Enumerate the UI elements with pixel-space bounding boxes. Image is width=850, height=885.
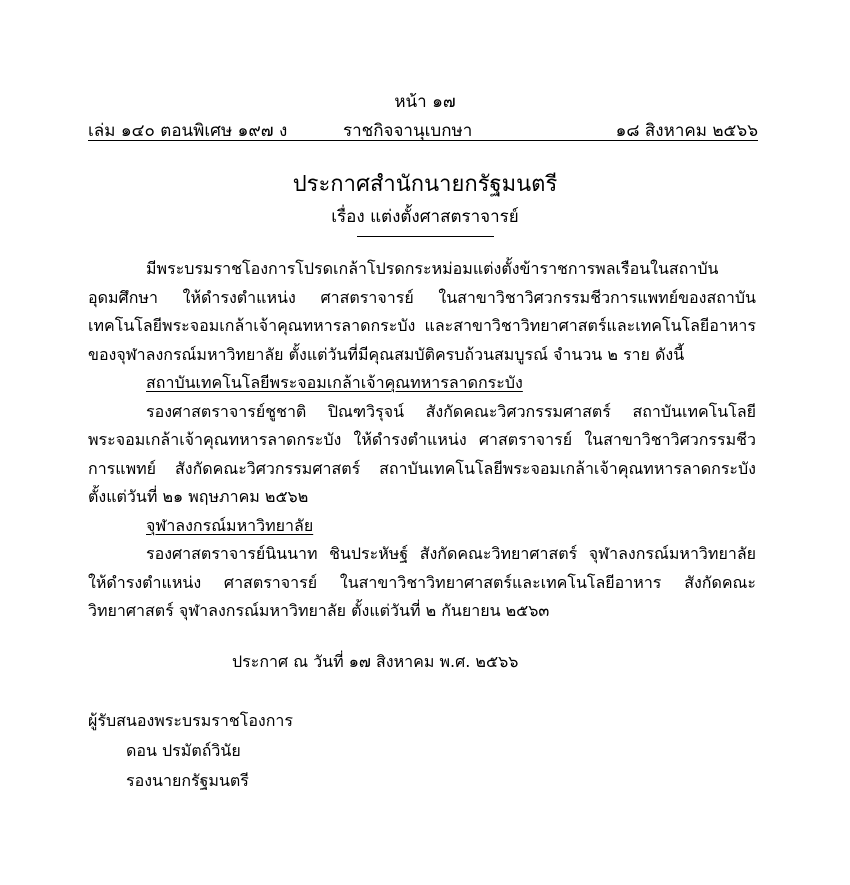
publication-date: ๑๘ สิงหาคม ๒๕๖๖ — [615, 121, 758, 141]
publication-name: ราชกิจจานุเบกษา — [343, 121, 473, 141]
countersign-label: ผู้รับสนองพระบรมราชโองการ — [88, 711, 293, 730]
signature-block — [88, 706, 293, 796]
volume-issue: เล่ม ๑๔๐ ตอนพิเศษ ๑๙๗ ง — [88, 121, 288, 141]
announcement-body — [88, 255, 756, 626]
intro-paragraph: มีพระบรมราชโองการโปรดเกล้าโปรดกระหม่อมแต่งตั้งข้าราชการพลเรือนในสถาบันอุดมศึกษา ให้ดำรงตำแหน่ง ศาสตราจารย์ ในสาขาวิชาวิศวกรรมชีวการแพทย์ของสถาบันเทคโนโลยีพระจอมเกล้าเจ้าคุณทหารลาดกระบัง และสาขาวิชาวิทยาศาสตร์และเทคโนโลยีอาหารของจุฬาลงกรณ์มหาวิทยาลัย ตั้งแต่วันที่มีคุณสมบัติครบถ้วนสมบูรณ์ จำนวน ๒ ราย ดังนี้ — [88, 259, 756, 364]
signatory-name: ดอน ปรมัตถ์วินัย — [126, 741, 241, 760]
page-number: หน้า ๑๗ — [394, 92, 456, 112]
section-text-chula: รองศาสตราจารย์นินนาท ชินประหัษฐ์ สังกัดคณะวิทยาศาสตร์ จุฬาลงกรณ์มหาวิทยาลัย ให้ดำรงตำแหน่ง ศาสตราจารย์ ในสาขาวิชาวิทยาศาสตร์และเทคโนโลยีอาหาร สังกัดคณะวิทยาศาสตร์ จุฬาลงกรณ์มหาวิทยาลัย ตั้งแต่วันที่ ๒ กันยายน ๒๕๖๓ — [88, 544, 756, 620]
section-heading-chula: จุฬาลงกรณ์มหาวิทยาลัย — [146, 515, 314, 535]
section-heading-kmitl: สถาบันเทคโนโลยีพระจอมเกล้าเจ้าคุณทหารลาดกระบัง — [146, 373, 523, 392]
title-divider — [357, 236, 494, 237]
proclamation-date: ประกาศ ณ วันที่ ๑๗ สิงหาคม พ.ศ. ๒๕๖๖ — [232, 652, 519, 671]
header-divider — [88, 140, 758, 141]
signatory-position: รองนายกรัฐมนตรี — [126, 771, 249, 790]
section-text-kmitl: รองศาสตราจารย์ชูชาติ ปิณฑวิรุจน์ สังกัดคณะวิศวกรรมศาสตร์ สถาบันเทคโนโลยีพระจอมเกล้าเจ้าคุณทหารลาดกระบัง ให้ดำรงตำแหน่ง ศาสตราจารย์ ในสาขาวิชาวิศวกรรมชีวการแพทย์ สังกัดคณะวิศวกรรมศาสตร์ สถาบันเทคโนโลยีพระจอมเกล้าเจ้าคุณทหารลาดกระบัง ตั้งแต่วันที่ ๒๑ พฤษภาคม ๒๕๖๒ — [88, 401, 756, 506]
announcement-title: ประกาศสำนักนายกรัฐมนตรี — [292, 172, 558, 197]
announcement-subject: เรื่อง แต่งตั้งศาสตราจารย์ — [331, 207, 519, 227]
gazette-header — [88, 117, 758, 141]
